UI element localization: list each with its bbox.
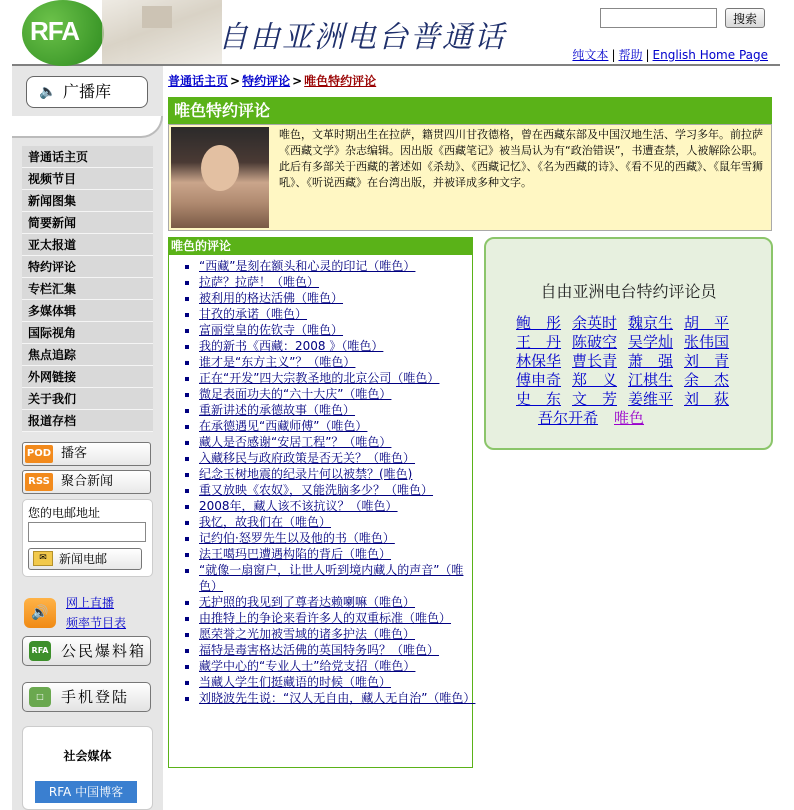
list-item — [199, 338, 471, 354]
site-title: 自由亚洲电台普通话 — [218, 20, 506, 55]
list-item — [199, 290, 471, 306]
citizen-report-label: 公民爆料箱 — [61, 642, 147, 660]
list-item — [199, 274, 471, 290]
comment-link[interactable]: 重新讲述的承德故事（唯色） — [199, 403, 356, 417]
commentator-link[interactable]: 陈破空 — [572, 333, 618, 351]
commentator-link[interactable]: 余英时 — [572, 314, 618, 332]
podcast-icon: POD — [25, 445, 53, 463]
comment-link[interactable]: 藏人是否感谢“安居工程”？（唯色） — [199, 435, 392, 449]
sidebar-item-archive[interactable]: 报道存档 — [22, 410, 153, 432]
comments-header: 唯色的评论 — [168, 237, 473, 255]
author-box — [168, 124, 772, 231]
list-item — [199, 642, 471, 658]
commentators-grid — [516, 314, 746, 428]
list-item — [199, 322, 471, 338]
top-links: 纯文本 | 帮助 | English Home Page — [572, 48, 768, 62]
comment-link[interactable]: 入藏移民与政府政策是否无关？（唯色） — [199, 451, 416, 465]
sidebar-item-external-links[interactable]: 外网链接 — [22, 366, 153, 388]
commentator-link[interactable]: 林保华 — [516, 352, 562, 370]
commentator-link[interactable]: 魏京生 — [628, 314, 674, 332]
comment-link[interactable]: 藏学中心的“专业人士”给党支招（唯色） — [199, 659, 416, 673]
newsletter-button[interactable] — [28, 548, 142, 570]
commentator-row — [516, 314, 746, 333]
newsletter-box — [22, 499, 153, 577]
commentator-row — [516, 390, 746, 409]
frequency-schedule-link[interactable]: 频率节目表 — [66, 616, 127, 630]
commentator-link[interactable]: 郑 义 — [572, 371, 618, 389]
comment-link[interactable]: 被利用的格达活佛（唯色） — [199, 291, 344, 305]
commentator-link[interactable]: 吴学灿 — [628, 333, 674, 351]
commentator-link[interactable]: 姜维平 — [628, 390, 674, 408]
sidebar-item-international[interactable]: 国际视角 — [22, 322, 153, 344]
podcast-label: 播客 — [61, 446, 88, 461]
commentator-row — [516, 371, 746, 390]
sidebar-item-commentary[interactable]: 特约评论 — [22, 256, 153, 278]
list-item — [199, 658, 471, 674]
list-item — [199, 546, 471, 562]
commentator-row — [516, 352, 746, 371]
rfa-small-logo-icon: RFA — [29, 641, 51, 661]
commentator-row — [516, 409, 746, 428]
commentator-link-current[interactable]: 唯色 — [614, 409, 645, 427]
comment-link[interactable]: 甘孜的承诺（唯色） — [199, 307, 308, 321]
comment-link[interactable]: 当藏人学生们挺藏语的时候（唯色） — [199, 675, 392, 689]
sidebar-item-focus[interactable]: 焦点追踪 — [22, 344, 153, 366]
list-item — [199, 354, 471, 370]
comment-link[interactable]: 重又放映《农奴》，又能洗脑多少？（唯色） — [199, 483, 434, 497]
comment-link[interactable]: 记约伯·怒罗先生以及他的书（唯色） — [199, 531, 395, 545]
list-item — [199, 690, 476, 706]
help-link[interactable]: 帮助 — [618, 48, 643, 62]
commentator-link[interactable]: 曹长青 — [572, 352, 618, 370]
commentator-link[interactable]: 江棋生 — [628, 371, 674, 389]
list-item — [199, 482, 471, 498]
sidebar-curve — [12, 116, 163, 138]
author-photo — [171, 127, 269, 228]
list-item — [199, 386, 471, 402]
comment-link[interactable]: 无护照的我见到了尊者达赖喇嘛（唯色） — [199, 595, 416, 609]
envelope-icon: ✉ — [33, 551, 53, 566]
author-bio: 唯色，文革时期出生在拉萨，籍贯四川甘孜德格，曾在西藏东部及中国汉地生活、学习多年。前拉萨《西藏文学》杂志编辑。因出版《西藏笔记》被当局认为有“政治错误”，书遭查禁，人被解除公职。此后有多部关于西藏的著述如《杀劫》、《西藏记忆》、《名为西藏的诗》、《看不见的西藏》、《鼠年雪狮吼》、《听说西藏》在台湾出版，并被译成多种文字。 — [279, 128, 764, 189]
breadcrumb-mandarin-home[interactable]: 普通话主页 — [168, 74, 229, 88]
text-only-link[interactable]: 纯文本 — [572, 48, 609, 62]
broadcast-library-label: 广播库 — [63, 82, 112, 101]
sidebar-item-columns[interactable]: 专栏汇集 — [22, 278, 153, 300]
list-item — [199, 530, 471, 546]
live-stream-link[interactable]: 网上直播 — [66, 596, 115, 610]
list-item — [199, 418, 471, 434]
commentator-link[interactable]: 余 杰 — [684, 371, 730, 389]
social-media-box — [22, 726, 153, 810]
commentator-link[interactable]: 胡 平 — [684, 314, 730, 332]
sidebar-item-video[interactable]: 视频节目 — [22, 168, 153, 190]
sidebar-item-mandarin-home[interactable]: 普通话主页 — [22, 146, 153, 168]
english-home-link[interactable]: English Home Page — [652, 48, 768, 62]
commentator-link[interactable]: 刘 青 — [684, 352, 730, 370]
comment-link[interactable]: “西藏”是刻在额头和心灵的印记（唯色） — [199, 259, 416, 273]
commentator-link[interactable]: 鲍 彤 — [516, 314, 562, 332]
commentator-row — [516, 333, 746, 352]
breadcrumb-current[interactable]: 唯色特约评论 — [304, 74, 377, 88]
comment-link[interactable]: 愿荣誉之光加被雪域的诸多护法（唯色） — [199, 627, 416, 641]
search-input[interactable] — [600, 8, 717, 28]
breadcrumb-commentary[interactable]: 特约评论 — [242, 74, 291, 88]
comment-link[interactable]: 由推特上的争论来看许多人的双重标准（唯色） — [199, 611, 452, 625]
comment-link[interactable]: 我忆，故我们在（唯色） — [199, 515, 332, 529]
list-item — [199, 498, 471, 514]
list-item — [199, 450, 471, 466]
comment-link[interactable]: 纪念玉树地震的纪录片何以被禁？(唯色) — [199, 467, 413, 481]
comment-link[interactable]: 在承德遇见“西藏师傅”（唯色） — [199, 419, 368, 433]
audio-speaker-icon[interactable]: 🔊 — [24, 598, 56, 628]
list-item — [199, 514, 471, 530]
page-title: 唯色特约评论 — [168, 97, 772, 124]
commentator-link[interactable]: 张伟国 — [684, 333, 730, 351]
list-item — [199, 306, 471, 322]
commentator-link[interactable]: 史 东 — [516, 390, 562, 408]
comment-link[interactable]: 富丽堂皇的佐钦寺（唯色） — [199, 323, 344, 337]
comment-link[interactable]: 福特是毒害格达活佛的英国特务吗？（唯色） — [199, 643, 440, 657]
mobile-phone-icon: □ — [29, 687, 51, 707]
email-label: 您的电邮地址 — [28, 506, 101, 520]
comment-link[interactable]: 正在“开发”四大宗教圣地的北京公司（唯色） — [199, 371, 440, 385]
comment-link[interactable]: “就像一扇窗户，让世人听到境内藏人的声音”（唯色） — [199, 563, 464, 593]
commentators-title: 自由亚洲电台特约评论员 — [540, 282, 717, 301]
comments-box — [168, 255, 476, 768]
list-item — [199, 594, 471, 610]
newsletter-button-label: 新闻电邮 — [59, 552, 108, 566]
commentator-link[interactable]: 文 芳 — [572, 390, 618, 408]
header — [12, 0, 780, 66]
sidebar-item-brief-news[interactable]: 简要新闻 — [22, 212, 153, 234]
rfa-china-blog-link[interactable]: RFA 中国博客 — [35, 781, 137, 803]
list-item — [199, 434, 471, 450]
list-item — [199, 626, 471, 642]
great-wall-banner-image — [102, 0, 222, 64]
broadcast-library-button[interactable] — [26, 76, 148, 108]
mobile-login-button[interactable] — [22, 682, 151, 712]
commentator-link[interactable]: 王 丹 — [516, 333, 562, 351]
left-sidebar — [12, 66, 163, 810]
breadcrumb: 普通话主页 > 特约评论 > 唯色特约评论 — [168, 74, 377, 88]
list-item — [199, 610, 471, 626]
commentator-link[interactable]: 傅申奇 — [516, 371, 562, 389]
search-button[interactable]: 搜索 — [725, 8, 765, 28]
sidebar-item-multimedia[interactable]: 多媒体辑 — [22, 300, 153, 322]
comment-link[interactable]: 法王噶玛巴遭遇构陷的背后（唯色） — [199, 547, 392, 561]
rss-button[interactable] — [22, 470, 151, 494]
citizen-report-button[interactable] — [22, 636, 151, 666]
mobile-login-label: 手机登陆 — [61, 688, 130, 706]
comments-list — [181, 258, 476, 706]
comment-link[interactable]: 2008年，藏人该不该抗议？（唯色） — [199, 499, 398, 513]
sidebar-item-photo-gallery[interactable]: 新闻图集 — [22, 190, 153, 212]
email-field[interactable] — [28, 522, 146, 542]
sidebar-item-asia-pacific[interactable]: 亚太报道 — [22, 234, 153, 256]
sidebar-item-about[interactable]: 关于我们 — [22, 388, 153, 410]
commentator-link[interactable]: 萧 强 — [628, 352, 674, 370]
commentators-box — [484, 237, 773, 450]
list-item — [199, 370, 471, 386]
comment-link[interactable]: 微足表面功夫的“六十大庆”（唯色） — [199, 387, 392, 401]
commentator-link[interactable]: 吾尔开希 — [538, 409, 599, 427]
logo-text: RFA — [30, 16, 79, 46]
podcast-button[interactable] — [22, 442, 151, 466]
rss-label: 聚合新闻 — [61, 474, 114, 489]
comment-link[interactable]: 拉萨？拉萨！（唯色） — [199, 275, 320, 289]
list-item — [199, 466, 471, 482]
comment-link[interactable]: 谁才是“东方主义”？（唯色） — [199, 355, 356, 369]
list-item — [199, 562, 471, 594]
comment-link[interactable]: 我的新书《西藏：2008 》（唯色） — [199, 339, 384, 353]
list-item — [199, 258, 471, 274]
sidebar-nav — [22, 146, 153, 432]
comment-link[interactable]: 刘晓波先生说：“汉人无自由，藏人无自治”（唯色） — [199, 691, 476, 705]
rss-icon: RSS — [25, 473, 53, 491]
rfa-logo[interactable] — [22, 0, 104, 66]
list-item — [199, 402, 471, 418]
list-item — [199, 674, 471, 690]
social-media-title: 社会媒体 — [63, 749, 112, 763]
commentator-link[interactable]: 刘 荻 — [684, 390, 730, 408]
speaker-icon: 🔈 — [39, 84, 57, 100]
